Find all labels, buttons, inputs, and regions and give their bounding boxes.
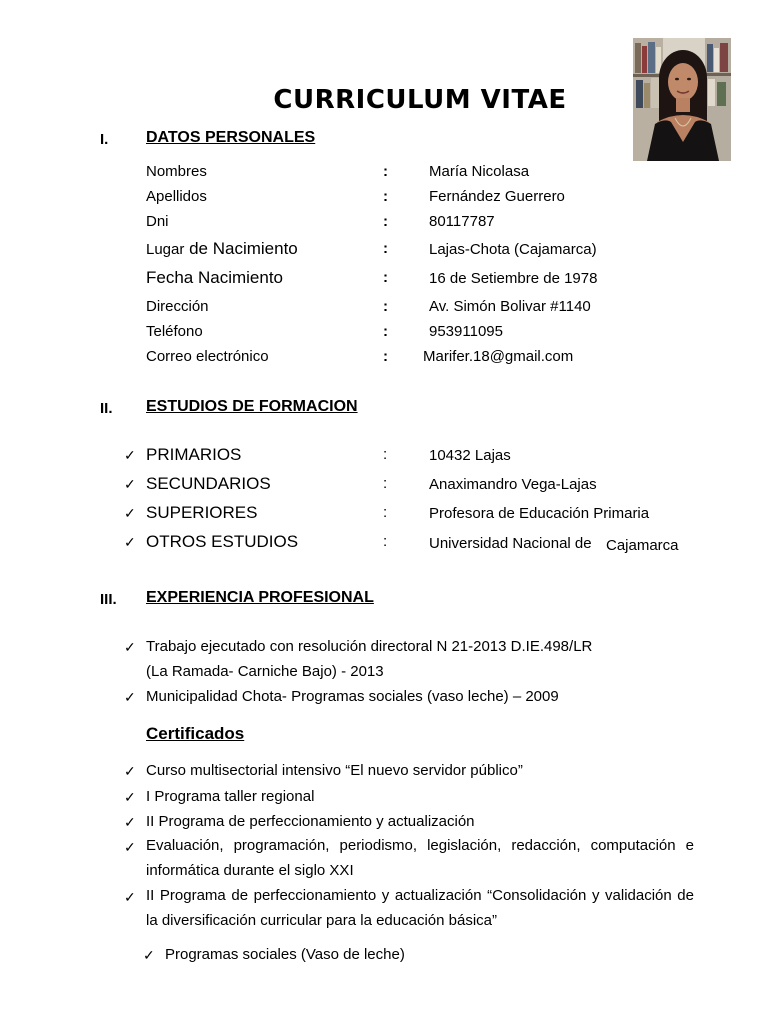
personal-colon: : (383, 298, 388, 315)
check-icon: ✓ (124, 839, 136, 855)
studies-value-primarios: 10432 Lajas (429, 447, 511, 464)
personal-value-lugar-nacimiento: Lajas-Chota (Cajamarca) (429, 241, 597, 258)
section-title-studies: ESTUDIOS DE FORMACION (146, 398, 358, 415)
personal-colon: : (383, 348, 388, 365)
personal-label-apellidos: Apellidos (146, 188, 207, 205)
personal-value-direccion: Av. Simón Bolivar #1140 (429, 298, 591, 315)
check-icon: ✓ (124, 639, 136, 655)
check-icon: ✓ (124, 505, 136, 521)
personal-label-direccion: Dirección (146, 298, 209, 315)
certificate-item: II Programa de perfeccionamiento y actualización “Consolidación y validación de la diversificación curricular para la educación básica” (146, 887, 694, 929)
personal-colon: : (383, 323, 388, 340)
section-number-personal: I. (100, 131, 109, 148)
personal-value-fecha-nacimiento: 16 de Setiembre de 1978 (429, 270, 598, 287)
check-icon: ✓ (124, 476, 136, 492)
profile-photo-image (633, 38, 731, 161)
studies-value-secundarios: Anaximandro Vega-Lajas (429, 476, 597, 493)
personal-value-correo: Marifer.18@gmail.com (423, 348, 574, 365)
studies-value-otros-continued: Cajamarca (606, 537, 679, 554)
check-icon: ✓ (124, 889, 136, 905)
personal-label-telefono: Teléfono (146, 323, 203, 340)
check-icon: ✓ (124, 814, 136, 830)
certificate-item: Curso multisectorial intensivo “El nuevo servidor público” (146, 762, 523, 779)
document-title: CURRICULUM VITAE (273, 85, 567, 115)
studies-label-otros: OTROS ESTUDIOS (146, 532, 299, 551)
studies-label-secundarios: SECUNDARIOS (146, 474, 271, 493)
check-icon: ✓ (124, 763, 136, 779)
certificate-item: I Programa taller regional (146, 788, 315, 805)
certificate-item: Programas sociales (Vaso de leche) (165, 946, 405, 963)
personal-label-dni: Dni (146, 213, 169, 230)
studies-colon: : (383, 504, 388, 521)
check-icon: ✓ (124, 447, 136, 463)
studies-value-otros: Universidad Nacional de (429, 535, 592, 552)
personal-colon: : (383, 163, 388, 180)
certificate-item: Evaluación, programación, periodismo, legislación, redacción, computación e informática durante el siglo XXI (146, 837, 694, 879)
personal-value-apellidos: Fernández Guerrero (429, 188, 565, 205)
personal-value-telefono: 953911095 (429, 323, 503, 340)
personal-colon: : (383, 188, 388, 205)
check-icon: ✓ (124, 534, 136, 550)
section-number-studies: II. (100, 400, 113, 417)
personal-colon: : (383, 240, 388, 257)
studies-colon: : (383, 475, 388, 492)
personal-label-nombres: Nombres (146, 163, 207, 180)
studies-value-superiores: Profesora de Educación Primaria (429, 505, 650, 522)
studies-colon: : (383, 446, 388, 463)
check-icon: ✓ (143, 947, 155, 963)
personal-value-dni: 80117787 (429, 213, 495, 230)
certificates-title: Certificados (146, 724, 245, 743)
section-title-personal: DATOS PERSONALES (146, 129, 316, 146)
personal-label-correo: Correo electrónico (146, 348, 269, 365)
personal-label-lugar-nacimiento (146, 239, 298, 259)
section-number-experience: III. (100, 591, 117, 608)
personal-value-nombres: María Nicolasa (429, 163, 530, 180)
experience-item-2: Municipalidad Chota- Programas sociales (vaso leche) – 2009 (146, 688, 559, 705)
personal-colon: : (383, 213, 388, 230)
section-title-experience: EXPERIENCIA PROFESIONAL (146, 589, 374, 606)
check-icon: ✓ (124, 789, 136, 805)
experience-item-1-line-1: Trabajo ejecutado con resolución directoral N 21-2013 D.IE.498/LR (146, 638, 593, 655)
studies-label-primarios: PRIMARIOS (146, 445, 242, 464)
experience-item-1-line-2: (La Ramada- Carniche Bajo) - 2013 (146, 663, 384, 680)
personal-colon: : (383, 269, 388, 286)
studies-label-superiores: SUPERIORES (146, 503, 258, 522)
personal-label-fecha-nacimiento: Fecha Nacimiento (146, 268, 284, 287)
check-icon: ✓ (124, 689, 136, 705)
profile-photo (633, 38, 731, 161)
studies-colon: : (383, 533, 388, 550)
personal-label-lugar-part-a: Lugar (146, 241, 185, 258)
certificate-item: II Programa de perfeccionamiento y actualización (146, 813, 475, 830)
personal-label-lugar-part-b: de Nacimiento (184, 239, 298, 258)
